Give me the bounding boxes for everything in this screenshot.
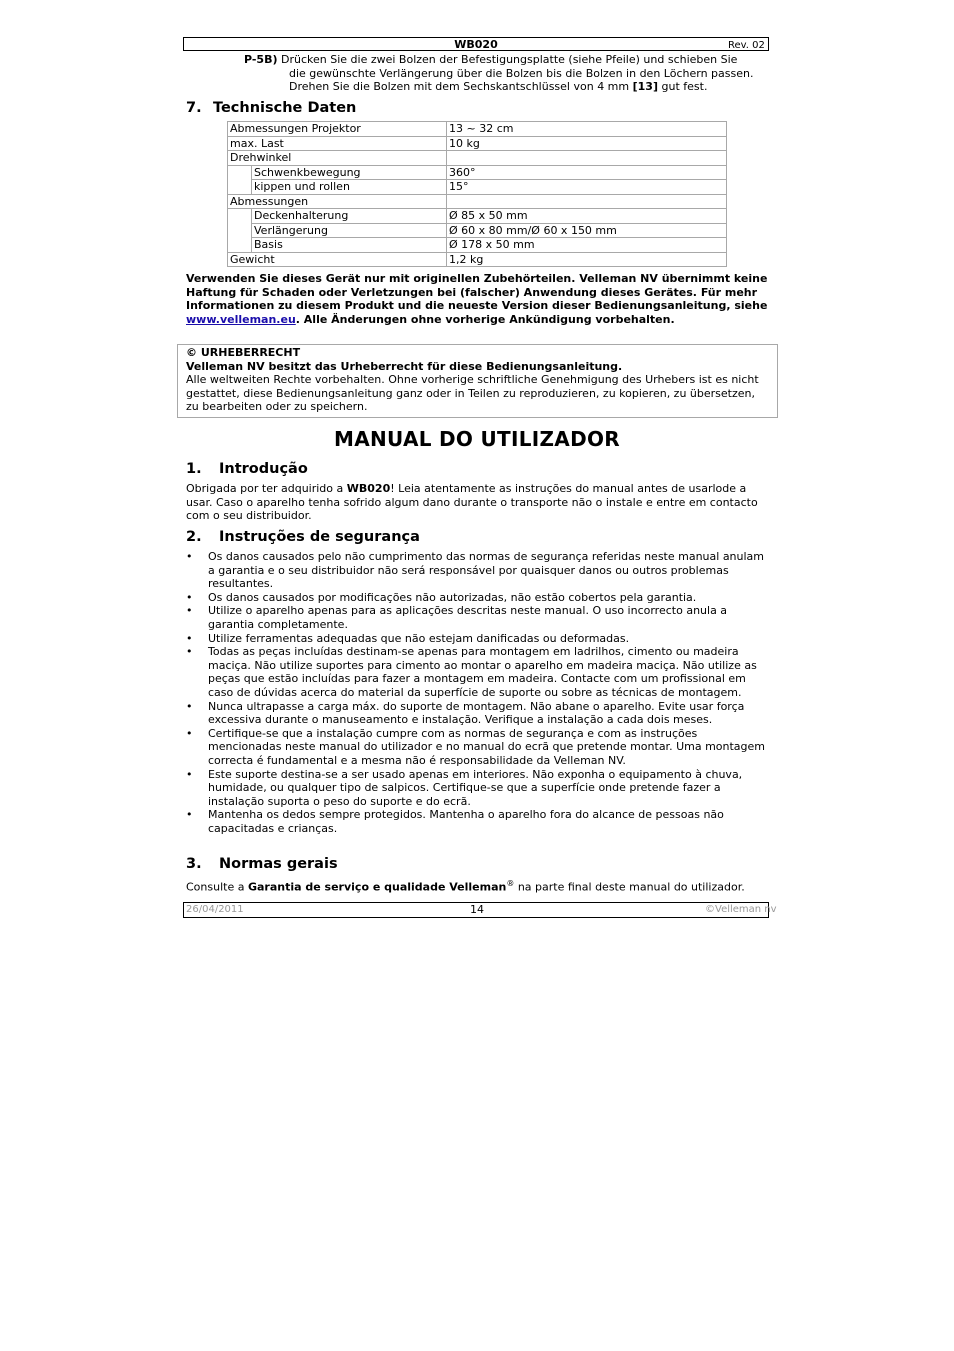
step-line-3-end: gut fest. <box>658 80 708 94</box>
safety-item: • Este suporte destina-se a ser usado apenas em interiores. Não exponha o equipamento à chuva, humidade, ou qualquer tipo de salpicos. Certifique-se que a superfície onde pretende fazer a instalação suporta o peso do suporte e do ecrã. <box>186 768 768 809</box>
section-number: 7. <box>186 100 202 116</box>
section-title: Instruções de segurança <box>219 529 420 545</box>
warning-body: Verwenden Sie dieses Gerät nur mit originellen Zubehörteilen. Velleman NV übernimmt keine Haftung für Schaden oder Verletzungen bei (falscher) Anwendung dieses Gerätes. Für mehr Informationen zu diesem Produkt und die neueste Version dieser Bedienungsanleitung, siehe <box>186 272 768 313</box>
section-number: 1. <box>186 461 202 477</box>
step-line-3 <box>244 80 774 94</box>
general-text-end: na parte final deste manual do utilizador. <box>514 880 745 894</box>
safety-item: • Utilize o aparelho apenas para as aplicações descritas neste manual. O uso incorrecto anula a garantia completamente. <box>186 604 768 631</box>
intro-text-end: ! Leia atentamente as instruções do manual antes de usarlode a usar. Caso o aparelho tenha sofrido algum dano durante o transporte não o instale e entre em contacto com o seu distribuidor. <box>186 482 758 523</box>
copyright-title: © URHEBERRECHT <box>186 346 301 359</box>
velleman-link[interactable]: www.velleman.eu <box>186 312 296 326</box>
spec-row <box>228 151 727 166</box>
spec-indent <box>228 165 252 180</box>
spec-row <box>228 122 727 137</box>
step-line-3-text: Drehen Sie die Bolzen mit dem Sechskantschlüssel von 4 mm <box>289 80 633 94</box>
step-p5b <box>244 53 774 94</box>
spec-value <box>447 194 727 209</box>
spec-label: max. Last <box>228 136 447 151</box>
safety-item: • Nunca ultrapasse a carga máx. do suporte de montagem. Não abane o aparelho. Evite usar força excessiva durante o manuseamento e instalação. Verifique a instalação a cada dois meses. <box>186 700 768 727</box>
safety-item: • Utilize ferramentas adequadas que não estejam danificadas ou deformadas. <box>186 632 768 646</box>
spec-table <box>227 121 727 267</box>
step-label: P-5B) <box>244 53 278 66</box>
spec-row <box>228 194 727 209</box>
footer-page-number: 14 <box>470 903 484 916</box>
spec-row <box>228 180 727 195</box>
warning-text <box>186 272 776 326</box>
copyright-body: Alle weltweiten Rechte vorbehalten. Ohne vorherige schriftliche Genehmigung des Urhebers ist es nicht gestattet, diese Bedienungsanleitung ganz oder in Teilen zu reproduzieren, zu kopieren, zu übersetzen, zu bearbeiten oder zu speichern. <box>186 373 759 414</box>
copyright-bold-line: Velleman NV besitzt das Urheberrecht für diese Bedienungsanleitung. <box>186 359 623 373</box>
step-line-1: Drücken Sie die zwei Bolzen der Befestigungsplatte (siehe Pfeile) und schieben Sie <box>281 53 738 66</box>
safety-item: • Os danos causados por modificações não autorizadas, não estão cobertos pela garantia. <box>186 591 768 605</box>
safety-item: • Mantenha os dedos sempre protegidos. Mantenha o aparelho fora do alcance de pessoas não capacitadas e crianças. <box>186 808 768 835</box>
spec-indent <box>228 223 252 238</box>
header-revision: Rev. 02 <box>728 40 765 51</box>
spec-value: 360° <box>447 165 727 180</box>
spec-row <box>228 223 727 238</box>
spec-row <box>228 165 727 180</box>
section-title: Technische Daten <box>213 100 357 116</box>
spec-label: kippen und rollen <box>252 180 447 195</box>
spec-label: Verlängerung <box>252 223 447 238</box>
spec-row <box>228 238 727 253</box>
spec-value: Ø 178 x 50 mm <box>447 238 727 253</box>
safety-item: • Certifique-se que a instalação cumpre com as normas de segurança e com as instruções mencionadas neste manual do utilizador e no manual do ecrã que pretende montar. Uma montagem correcta é fundamental e a mesma não é responsabilidade da Velleman NV. <box>186 727 768 768</box>
footer-copyright: ©Velleman nv <box>705 904 777 915</box>
warning-end: . Alle Änderungen ohne vorherige Ankündigung vorbehalten. <box>295 312 675 326</box>
spec-value: 1,2 kg <box>447 252 727 267</box>
safety-item: • Todas as peças incluídas destinam-se apenas para montagem em ladrilhos, cimento ou madeira maciça. Não utilize suportes para cimento ao montar o aparelho em madeira maciça. Não utilize as peças que estão incluídas para fazer a montagem em madeira. Contacte com um profissional em caso de dúvidas acerca do material da superfície de suporte ou sobre as técnicas de montagem. <box>186 645 768 699</box>
step-line-2: die gewünschte Verlängerung über die Bolzen bis die Bolzen in den Löchern passen. <box>289 66 754 80</box>
spec-row <box>228 136 727 151</box>
intro-text: Obrigada por ter adquirido a <box>186 482 347 495</box>
general-text: Consulte a <box>186 880 248 894</box>
spec-row <box>228 209 727 224</box>
manual-title: MANUAL DO UTILIZADOR <box>334 427 620 451</box>
spec-label: Drehwinkel <box>228 151 447 166</box>
section-number: 3. <box>186 856 202 872</box>
safety-item: • Os danos causados pelo não cumprimento das normas de segurança referidas neste manual anulam a garantia e o seu distribuidor não será responsável por quaisquer danos ou outros problemas resultantes. <box>186 550 768 591</box>
spec-row <box>228 252 727 267</box>
spec-value <box>447 151 727 166</box>
spec-label: Deckenhalterung <box>252 209 447 224</box>
section-title: Normas gerais <box>219 856 338 872</box>
section-seguranca <box>186 528 420 546</box>
spec-value: Ø 60 x 80 mm/Ø 60 x 150 mm <box>447 223 727 238</box>
copyright-text <box>186 346 771 414</box>
safety-list <box>186 550 768 835</box>
spec-label: Gewicht <box>228 252 447 267</box>
footer-date: 26/04/2011 <box>186 904 244 915</box>
header-model: WB020 <box>454 38 498 51</box>
spec-value: 15° <box>447 180 727 195</box>
general-bold: Garantia de serviço e qualidade Velleman <box>247 880 507 894</box>
spec-value: Ø 85 x 50 mm <box>447 209 727 224</box>
spec-label: Abmessungen <box>228 194 447 209</box>
registered-mark: ® <box>506 879 515 888</box>
step-ref: [13] <box>632 80 658 94</box>
section-number: 2. <box>186 529 202 545</box>
general-paragraph <box>186 877 766 894</box>
intro-model: WB020 <box>346 482 391 495</box>
intro-paragraph <box>186 482 766 523</box>
spec-indent <box>228 209 252 224</box>
section-introducao <box>186 460 308 478</box>
spec-label: Basis <box>252 238 447 253</box>
spec-indent <box>228 238 252 253</box>
spec-label: Abmessungen Projektor <box>228 122 447 137</box>
section-technische-daten <box>186 99 356 117</box>
spec-value: 10 kg <box>447 136 727 151</box>
section-normas-gerais <box>186 855 338 873</box>
section-title: Introdução <box>219 461 308 477</box>
spec-label: Schwenkbewegung <box>252 165 447 180</box>
spec-value: 13 ~ 32 cm <box>447 122 727 137</box>
spec-indent <box>228 180 252 195</box>
